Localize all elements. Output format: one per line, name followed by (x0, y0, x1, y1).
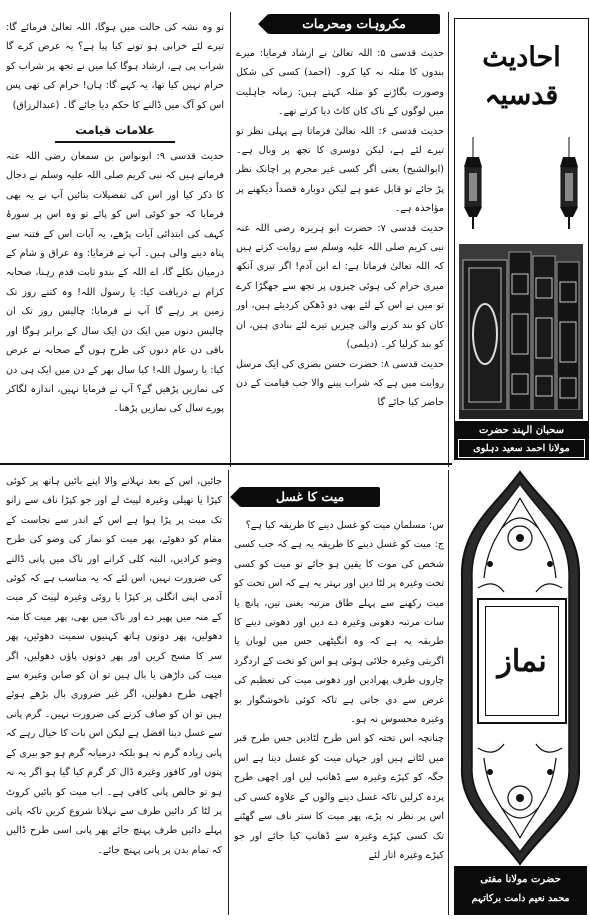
lantern-right-icon (557, 137, 581, 237)
section-heading-alamat: علامات قیامت (6, 121, 224, 143)
column-divider (448, 12, 449, 467)
namaz-calligraphy: نماز (485, 606, 559, 716)
answer-continued: چنانچہ اس تختہ کو اس طرح لٹادیں جس طرح قبر میں لٹاتے ہیں اور جہاں میت کو غسل دینا ہے اس جگہ کو کپڑے وغیرہ سے ڈھانپ لیں اور اچھی طرح پردہ کرلیں تاکہ غسل دینے والوں کے علاوہ کسی کی اس پر نظر نہ پڑے، پھر میت کا ستر ناف سے گھٹنے تک کسی کپڑے وغیرہ سے ڈھانپ کیا جائے اور جو کپڑے وغیرہ اتار لئے (234, 733, 444, 861)
hadith-8: حدیث قدسی ۸: حضرت حسن بصری کی ایک مرسل روایت میں ہے کہ شراب پینے والا جب قیامت کے دن حاضر کیا جائے گا (236, 358, 444, 409)
ghusl-continued: جائیں، اس کے بعد نہلانے والا اپنے بائیں ہاتھ پر کوئی کپڑا یا تھیلی وغیرہ لپیٹ لے اور جو کپڑا ناف سے زانو تک میت پر پڑا ہوا ہے اس کے اندر سے نجاست کے مقام کو دھوئے، پھر میت کو نماز کی وضو کی طرح وضو کرادیں، البتہ کلی کرانے اور ناک میں پانی ڈالنے کی ضرورت نہیں، اس لئے کہ یہ مناسب ہے کہ کوئی آدمی اپنی انگلی پر کپڑا یا روئی وغیرہ لپیٹ کر میت کے منہ میں پھیر دے اور ناک میں بھی، پھر میت کا منہ دھولیں، پھر دونوں ہاتھ کہنیوں سمیت دھوئیں، پھر سر کا مسح کریں اور پھر دونوں پاؤں دھولیں، اگر میت کی داڑھی یا بال ہیں تو ان کو صابن وغیرہ سے اچھی طرح دھولیں، اگر غیر ضروری بال بڑھے ہوئے ہیں تو ان کو صاف کرنے کی ضرورت نہیں۔ گرم پانی سے غسل دینا افضل ہے لیکن اس بات کا خیال رہے کہ پانی زیادہ گرم نہ ہو بلکہ درمیانہ گرم ہو جو بیری کے پتوں اور کافور وغیرہ ڈال کر گرم کیا گیا ہو اگر یہ نہ ہو تو خالص پانی کافی ہے۔ اب میت کو بائیں کروٹ پر لٹا کر دائیں طرف سے نہلانا شروع کریں تاکہ پانی پہلے دائیں طرف پہنچ جائے پھر پانی اسی طرح ڈالیں کہ تمام بدن پر پانی پہنچ جائے۔ (6, 476, 222, 856)
lantern-left-icon (461, 137, 485, 237)
hadith-8-continued: تو وہ نشہ کی حالت میں ہوگا، اللہ تعالیٰ فرمائے گا: تیرے لئے خرابی ہو تونے کیا پیا ہے؟ یہ عرض کرے گا شراب پی ہے، ارشاد ہوگا کیا میں نے تجھ پر شراب کو حرام نہیں کیا تھا، یہ کہے گا: ہاں! حرام کی تھی پس اس کو آگ میں ڈالنے کا حکم دیا جائے گا۔ (عبدالرزاق) (6, 22, 224, 111)
column-divider (230, 12, 231, 467)
books-illustration (459, 244, 583, 419)
answer: ج: میت کو غسل دینے کا طریقہ یہ ہے کہ جب کسی شخص کی موت کا یقین ہو جائے تو میت کو کسی تخت وغیرہ پر لٹا دیں اور بہتر یہ ہے کہ اس تخت کو میت رکھنے سے پہلے طاق مرتبہ یعنی تین، پانچ یا سات مرتبہ دھونی وغیرہ دے دیں اور دھونی دینے کا طریقہ یہ ہے کہ وہ انگیٹھی جس میں لوبان یا اگربتی وغیرہ جلائی ہوئی ہو اس کو تخت کے اردگرد چاروں طرف پھرادیں اور دھونی میت کی تعظیم کی غرض سے دی جاتی ہے تاکہ کوئی ناخوشگوار بو وغیرہ محسوس نہ ہو۔ (234, 539, 444, 726)
mufti-line1: حضرت مولانا مفتی (480, 874, 561, 885)
hadith-6: حدیث قدسی ۶: اللہ تعالیٰ فرماتا ہے پہلی نظر تو تیرے لئے ہے، لیکن دوسری کا تجھ پر وبال ہے۔ (ابوالشیخ) یعنی اگر کسی غیر محرم پر اچانک نظر پڑ جائے تو قابل عفو ہے لیکن دوبارہ قصداً دیکھنے پر مؤاخذہ ہے۔ (236, 125, 444, 215)
middle-top-column (236, 44, 444, 459)
author-line1: سحبان الہند حضرت (479, 425, 564, 436)
bottom-middle-column (234, 516, 444, 914)
section-divider (0, 463, 452, 465)
mufti-line2: محمد نعیم دامت برکاتہم (471, 893, 570, 904)
section-heading-makroohat: مکروہات ومحرمات (268, 14, 440, 34)
hadith-9: حدیث قدسی ۹: ابونواس بن سمعان رضی اللہ عنہ فرماتے ہیں کہ نبی کریم صلی اللہ علیہ وسلم نے دجال کا ذکر کیا اور اس کی تفصیلات بتائیں آپ نے یہ بھی فرمایا کہ جو کوئی اس کو پائے تو وہ اس پر سورۂ کہف کی ابتدائی آیات پڑھے، یہ آیات اس کے فتنہ سے پناہ دینے والی ہیں۔ آپ نے فرمایا: وہ عراق و شام کے درمیان نکلے گا، اے اللہ کے بندو ثابت قدم رہنا، صحابہ کرام نے دریافت کیا: یا رسول اللہ! وہ کتنے روز تک زمین پر رہے گا آپ نے فرمایا: چالیس روز تک ان چالیس دنوں میں ایک دن ایک سال کے برابر ہوگا اور باقی دن عام دنوں کی طرح ہوں گے صحابہ نے عرض کیا: یا رسول اللہ! کیا سال بھر کے دن میں ایک ہی دن کی نمازیں پڑھیں گے؟ آپ نے فرمایا نہیں، اندازہ لگاکر پورے سال کی نمازیں پڑھنا۔ (6, 151, 224, 415)
author-caption (455, 421, 588, 459)
left-top-column (6, 18, 224, 458)
bottom-left-column (6, 472, 222, 914)
column-divider (228, 470, 229, 915)
hadith-5: حدیث قدسی ۵: اللہ تعالیٰ نے ارشاد فرمایا: میرے بندوں کا مثلہ نہ کیا کرو۔ (احمد) کسی کی شکل وصورت بگاڑنے کو مثلہ کہتے ہیں: زمانہ جاہلیت میں لوگوں کے ناک کان کاٹ دیا کرتے تھے۔ (236, 48, 444, 118)
namaz-panel (454, 468, 587, 915)
question: س: مسلمان میت کو غسل دینے کا طریقہ کیا ہے؟ (245, 520, 444, 531)
panel-title: احادیث قدسیہ (482, 42, 561, 111)
column-divider (448, 470, 449, 915)
section-heading-mayyit-ka-ghusl: میت کا غسل (240, 487, 380, 507)
namaz-calligraphy-box (477, 598, 567, 724)
author-line2: مولانا احمد سعید دہلوی (458, 439, 585, 458)
mufti-caption (454, 866, 587, 915)
ahadees-qudsia-panel (454, 18, 589, 460)
hadith-7: حدیث قدسی ۷: حضرت ابو ہریرہ رضی اللہ عنہ نبی کریم صلی اللہ علیہ وسلم سے روایت کرتے ہیں کہ اللہ تعالیٰ فرماتا ہے: اے ابن آدم! اگر تیری آنکھ میری حرام کی ہوئی چیزوں پر تجھ سے جھگڑا کرے تو میں نے اس کے لئے بھی دو ڈھکن کردیئے ہیں، اور کان کو بند کرنے والی چیزیں تیرے لئے بنادی ہیں، ان کو بند کرلیا کر۔ (دیلمی) (236, 222, 444, 351)
